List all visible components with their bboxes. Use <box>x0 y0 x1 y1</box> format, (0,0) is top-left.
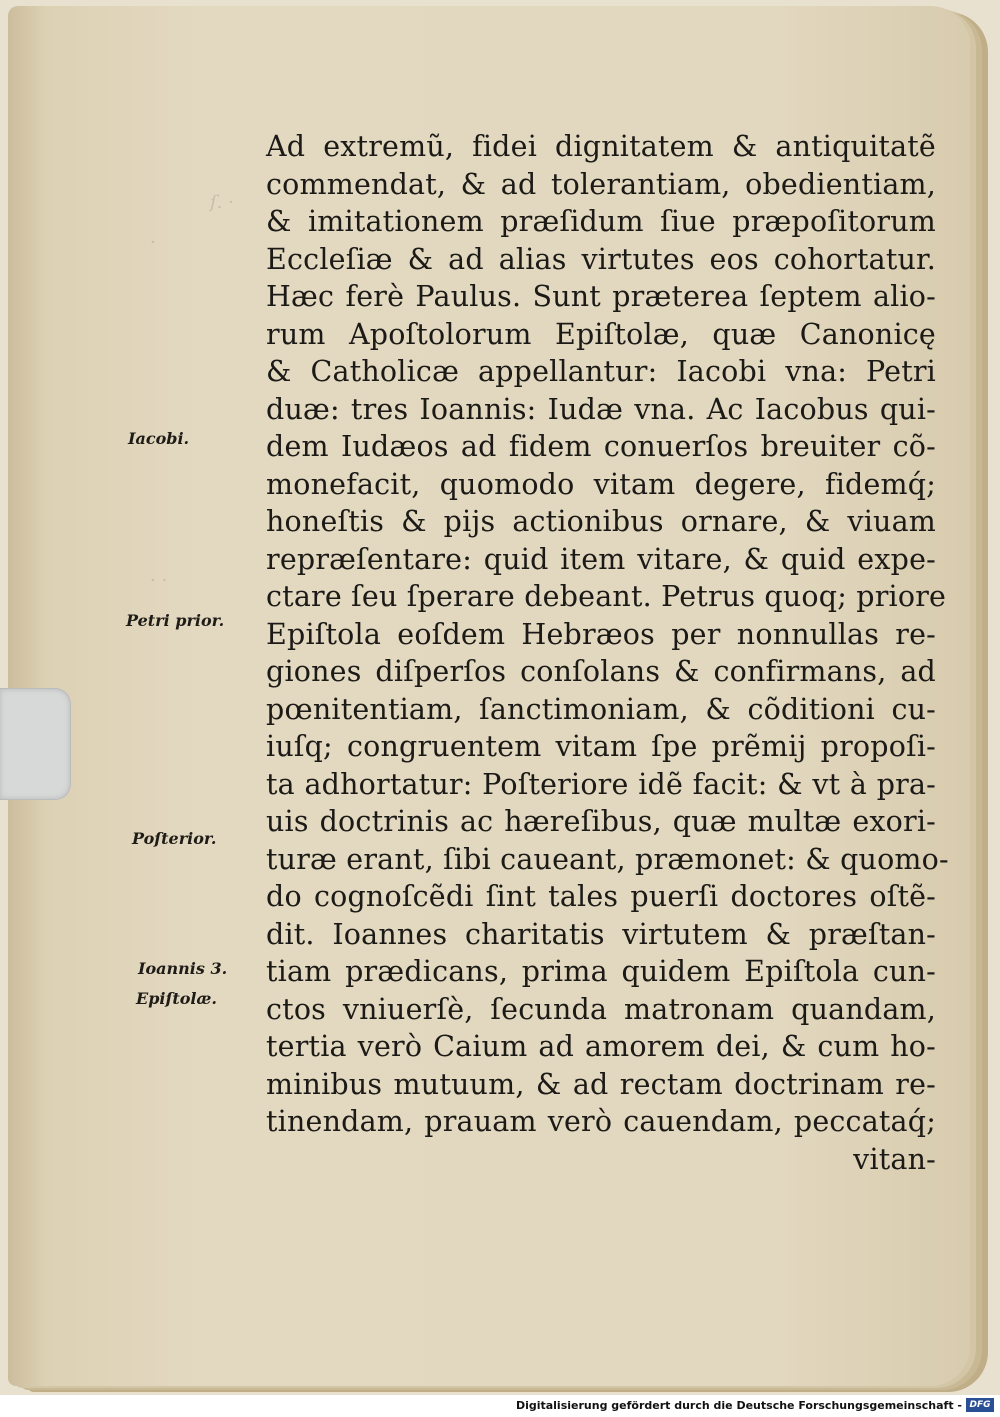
margin-note-posterior: Poſterior. <box>132 829 217 848</box>
bleed-through-mark: ſ. · <box>210 192 234 213</box>
body-line: do cognoſcẽdi ſint tales puerſi doctores oſtẽ- <box>266 880 936 913</box>
body-line: ctare ſeu ſperare debeant. Petrus quoq; priore <box>266 580 947 613</box>
body-text <box>266 128 949 1178</box>
body-line: turæ erant, ſibi caueant, præmonet: & quomo- <box>266 842 949 876</box>
footer-credit: Digitalisierung gefördert durch die Deutsche Forschungsgemeinschaft - <box>515 1399 962 1412</box>
body-line: Hæc ferè Paulus. Sunt præterea ſeptem alio- <box>266 280 936 313</box>
dfg-logo-icon: DFG <box>966 1398 994 1412</box>
body-line: & Catholicæ appellantur: Iacobi vna: Petri <box>266 355 936 388</box>
body-line: tinendam, prauam verò cauendam, peccataq́; <box>266 1105 936 1138</box>
body-line: Ad extremũ, fidei dignitatem & antiquitatẽ <box>266 130 936 163</box>
body-line: commendat, & ad tolerantiam, obedientiam, <box>266 167 936 201</box>
page-clip <box>0 688 71 800</box>
body-line: giones diſperſos conſolans & confirmans, ad <box>266 655 936 688</box>
bleed-through-mark: · · <box>150 570 168 591</box>
margin-note-ioannis: Ioannis 3. <box>138 959 228 978</box>
body-line: tertia verò Caium ad amorem dei, & cum ho- <box>266 1030 936 1063</box>
body-line: Eccleſiæ & ad alias virtutes eos cohortatur. <box>266 242 936 276</box>
footer-bar <box>0 1395 1000 1417</box>
margin-note-iacobi: Iacobi. <box>128 429 190 448</box>
body-line: dem Iudæos ad fidem conuerſos breuiter cõ- <box>266 430 936 463</box>
body-line: honeſtis & pijs actionibus ornare, & viuam <box>266 505 936 538</box>
margin-note-epistolae: Epiſtolæ. <box>136 989 217 1008</box>
body-line: tiam prædicans, prima quidem Epiſtola cun- <box>266 955 936 988</box>
body-line: minibus mutuum, & ad rectam doctrinam re- <box>266 1067 936 1101</box>
margin-note-petri-prior: Petri prior. <box>126 611 225 630</box>
bleed-through-mark: · <box>150 232 156 253</box>
body-line: rum Apoſtolorum Epiſtolæ, quæ Canonicę <box>266 317 936 351</box>
body-line: ctos vniuerſè, ſecunda matronam quandam, <box>266 992 936 1026</box>
body-line: monefacit, quomodo vitam degere, fidemq́; <box>266 467 936 501</box>
body-line: repræſentare: quid item vitare, & quid expe- <box>266 542 936 576</box>
body-line: pœnitentiam, ſanctimoniam, & cõditioni cu- <box>266 692 936 726</box>
body-line: vitan- <box>853 1142 936 1176</box>
body-line: uis doctrinis ac hæreſibus, quæ multæ exori- <box>266 805 936 838</box>
body-line: dit. Ioannes charitatis virtutem & præſtan- <box>266 917 936 951</box>
body-line: Epiſtola eoſdem Hebræos per nonnullas re- <box>266 617 936 651</box>
body-line: iuſq; congruentem vitam ſpe prẽmij propoſi- <box>266 730 936 763</box>
body-line: ta adhortatur: Poſteriore idẽ facit: & vt à pra- <box>266 767 936 801</box>
body-line: duæ: tres Ioannis: Iudæ vna. Ac Iacobus qui- <box>266 392 936 426</box>
body-line: & imitationem præſidum ſiue præpoſitorum <box>266 205 936 238</box>
